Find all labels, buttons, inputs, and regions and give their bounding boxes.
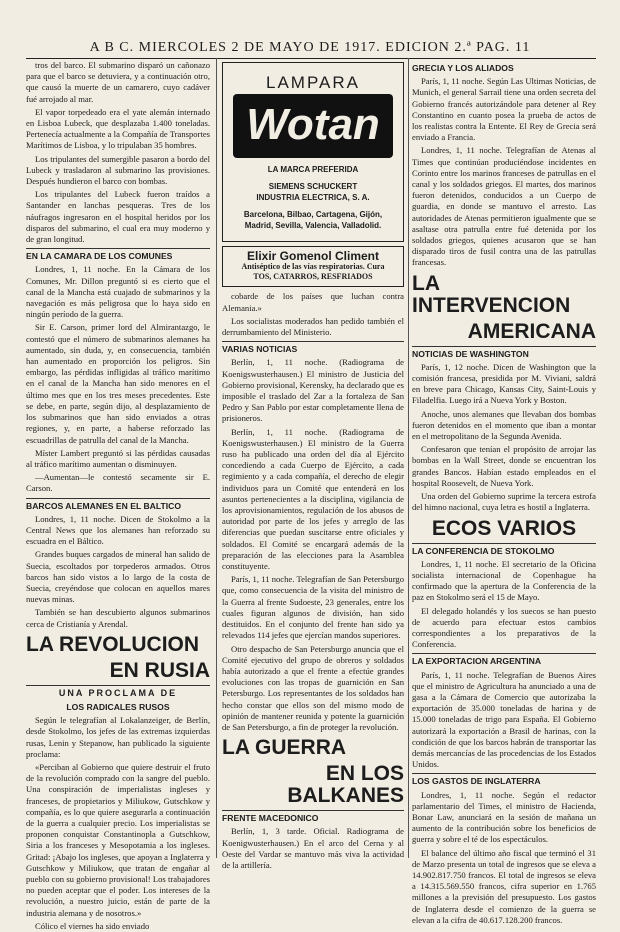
article-paragraph: Míster Lambert preguntó si las pérdidas causadas al tráfico marítimo aumentan o disminuyen. (26, 447, 210, 469)
article-paragraph: El balance del último año fiscal que terminó el 31 de Marzo presenta un total de ingresos que se eleva a 14.902.817.750 francos. El total de ingresos se eleva a 14.315.569.550 francos, cifra superior en 1.765 millones a la previsión del presupuesto. Los gastos de Inglaterra desde el comienzo de la guerra se elevan a la cifra de 40.617.128.200 francos. (412, 847, 596, 925)
column-divider (408, 58, 409, 858)
article-paragraph: Berlín, 1, 11 noche. (Radiograma de Koenigswusterhausen.) El ministro de Justicia del Gobierno provisional, Kerensky, ha declarado que es imposible el traslado del Zar a la fortaleza de San Pedro y San Pablo por estar completamente llena de prisioneros. (222, 357, 404, 424)
major-headline: ECOS VARIOS (431, 516, 577, 540)
article-paragraph: Berlín, 1, 3 tarde. Oficial. Radiograma de Koenigwusterhausen.) En el arco del Cerna y al Oeste del Vardar se mantuvo más viva la actividad de la artillería. (222, 826, 404, 870)
article-paragraph: Anoche, unos alemanes que llevaban dos bombas fueron detenidos en el momento que iban a montar en el metropolitano de la Segunda Avenida. (412, 408, 596, 442)
article-paragraph: Confesaron que tenían el propósito de arrojar las bombas en la Wall Street, donde se encuentran los grandes Bancos. Habían estado empleados en el hospital Roosevelt, de Nueva York. (412, 444, 596, 488)
article-paragraph: Otro despacho de San Petersburgo anuncia que el Comité ejecutivo del grupo de obreros y soldados había autorizado a que el frente a efectúe grandes evoluciones con las tropas de guarnición en San Petersburgo. Los representantes de los soldados han hecho constar que ellos son del mismo modo de opinión de mantener reunida y potente la guarnición de San Petersburgo, a fin de proteger la revolución. (222, 643, 404, 732)
major-headline: AMERICANA (467, 319, 596, 343)
advertisement-wotan (222, 62, 404, 242)
article-paragraph: —Aumentan—le contestó secamente sir E. Carson. (26, 472, 210, 494)
article-paragraph: Berlín, 1, 11 noche. (Radiograma de Koenigswusterhausen.) El ministro de la Guerra ruso ha publicado una orden del día al Ejército concediendo a cada Cuerpo de Ejército, a cada regimiento y a cada compañía, el derecho de elegir individuos para un Comité que entenderá en los asuntos pertenecientes a la disciplina, vigilancia de los aprovisionamientos, regulación de los abusos de autoridad por parte de los jefes y arreglo de las diferencias que puedan suscitarse entre oficiales y soldados. El Comité se encargará además de la preparación de las elecciones para la Asamblea constituyente. (222, 426, 404, 572)
article-paragraph: Los socialistas moderados han pedido también el derrumbamiento del Ministerio. (222, 315, 404, 338)
ad-text: SIEMENS SCHUCKERT (268, 182, 358, 192)
article-paragraph: Una orden del Gobierno suprime la tercera estrofa del himno nacional, cuya letra es hostil a Inglaterra. (412, 491, 596, 513)
major-headline: LA GUERRA (222, 736, 347, 760)
article-paragraph: Grandes buques cargados de mineral han salido de Suecia, escoltados por torpederos armados. Otros barcos han sido vistos a lo largo de la costa de Suecia, creyéndose que colocan en aquellos mares nuevas minas. (26, 549, 210, 605)
section-heading: GRECIA Y LOS ALIADOS (412, 63, 514, 73)
article-paragraph: Cólico el viernes ha sido enviado (35, 920, 150, 931)
ad-text: LA MARCA PREFERIDA (267, 165, 359, 175)
article-paragraph: París, 1, 12 noche. Dicen de Washington que la comisión francesa, presidida por M. Viviani, saldrá en breve para Chicago, Kansas City, Saint-Louis y Filadelfia. Luego irá a Nueva York y Boston. (412, 361, 596, 406)
article-paragraph: Londres, 1, 11 noche. Según el redactor parlamentario del Times, el ministro de Hacienda, Bonar Law, anunciará en la sesión de mañana un aumento de la contribución sobre los beneficios de guerra y sobre el té de los espectáculos. (412, 789, 596, 845)
column-2 (222, 60, 404, 870)
article-paragraph: Los tripulantes del Lubeck fueron traídos a Santander en lanchas pesqueras. Tres de los náufragos ingresaron en el hospital heridos por los disparos del submarino, el cual era muy moderno y de gran longitud. (26, 189, 210, 245)
article-paragraph: Londres, 1, 11 noche. Dicen de Stokolmo a la Central News que los alemanes han reforzado su escuadra en el Báltico. (26, 513, 210, 547)
ad-text: Madrid, Sevilla, Valencia, Valladolid. (244, 221, 382, 231)
article-paragraph: También se han descubierto algunos submarinos cerca de Cristianía y Arendal. (26, 607, 210, 629)
article-paragraph: tros del barco. El submarino disparó un cañonazo para que el barco se detuviera, y a continuación otro, que causó la muerte de un camarero, cuyo cadáver fué arrojado al mar. (26, 60, 210, 104)
section-heading: UNA PROCLAMA DE (26, 685, 210, 699)
ad-text: Antiséptico de las vías respiratorias. Cura (241, 262, 385, 272)
article-paragraph: Londres, 1, 11 noche. En la Cámara de los Comunes, Mr. Dillon preguntó si es cierto que el canal de la Mancha está cuajado de submarinos y la navegación es más peligrosa que lo haya sido en ningún período de la guerra. (26, 264, 210, 320)
advertisement-gomenol (222, 246, 404, 287)
section-heading: VARIAS NOTICIAS (222, 341, 404, 355)
ad-title: Elixir Gomenol Climent (246, 249, 380, 264)
section-heading: LOS GASTOS DE INGLATERRA (412, 773, 596, 787)
column-3 (412, 60, 596, 925)
article-paragraph: «Perciban al Gobierno que quiere destruir el fruto de la revolución comprado con la sangre del pueblo. Una conspiración de imperialistas ingleses y franceses, de propietarios y Miliukow, Gutschkow y compañía, es lo que quiere asegurarla a continuación de la guerra a cualquier precio. Los imperialistas se proponen conquistar Constantinopla a Gutschkow, Siria a los franceses y Mesopotamia a los ingleses. Gritad: ¡Abajo los ingleses, que apoyan a Inglaterra y Gutschkow y Miliukow, que tratan de engañar al pueblo con su gobierno provisional! Los trabajadores no pueden aceptar que el poder. Los intereses de la revolución, a nuestro juicio, están de parte de la industria alemana y de nosotros.» (26, 761, 210, 918)
column-divider (216, 58, 217, 858)
section-heading: LA CONFERENCIA DE STOKOLMO (412, 543, 596, 557)
article-paragraph: Los tripulantes del sumergible pasaron a bordo del Lubeck y trasladaron al submarino las provisiones. Después hundieron el barco con bombas. (26, 153, 210, 187)
ad-text: INDUSTRIA ELECTRICA, S. A. (256, 193, 370, 203)
header-rule (26, 58, 596, 59)
ad-brand-logo: Wotan (233, 94, 393, 158)
article-paragraph: Londres, 1, 11 noche. Telegrafían de Atenas al Times que continúan produciéndose incidentes en Corinto entre los marinos franceses de patrullas en el canal y los soldados griegos. El martes, dos marinos fueron detenidos, conducidos a un Cuerpo de guardia, en donde se mantuvo el arresto. Las autoridades de Atenas permitieron igualmente que se asaltase otra patrulla entre fué detenida por los soldados griegos, quienes acusaron que se han disparado tiros de fusil contra una de las patrullas francesas. (412, 145, 596, 268)
article-paragraph: El vapor torpedeado era el yate alemán internado en Lisboa Lubeck, que desplazaba 1.400 toneladas. Pertenecía actualmente a la Compañía de Transportes Marítimos de Lisboa, y lo tripulaban 35 hombres. (26, 106, 210, 151)
section-heading: LA EXPORTACION ARGENTINA (412, 653, 596, 667)
article-paragraph: París, 1, 11 noche. Telegrafían de Buenos Aires que el ministro de Agricultura ha anunciado a una de gasa a la Cámara de Comercio que autorizaba la exportación de 35.000 toneladas de harina y de 15.000 toneladas de trigo para España. El Gobierno autorizará la exportación a Brasil de harinas, con la condición de que los barcos habrán de transportar las demás mercancías de las procedencias de los Estados Unidos. (412, 669, 596, 770)
major-headline: LA INTERVENCION (412, 271, 571, 317)
major-headline: EN LOS BALKANES (287, 762, 404, 808)
section-heading: FRENTE MACEDONICO (222, 810, 404, 824)
ad-text: Barcelona, Bilbao, Cartagena, Gijón, (243, 210, 383, 220)
article-paragraph: Londres, 1, 11 noche. El secretario de la Oficina socialista internacional de Copenhague ha confirmado que la apertura de la Conferencia de la paz en Stokolmo será el 15 de Mayo. (412, 558, 596, 603)
section-heading: NOTICIAS DE WASHINGTON (412, 346, 596, 360)
article-paragraph: Sir E. Carson, primer lord del Almirantazgo, le contestó que el número de submarinos alemanes ha aumentado, sin duda, y, en consecuencia, también han aumentado en proporción los peligros. Sin embargo, las pérdidas infligidas al tráfico marítimo en el canal de la Mancha han sido menores en el último mes que en los tres meses precedentes. Este se debe, en parte, según dijo, al desplazamiento de los submarinos que han sido enviados a otras regiones, y, en parte, a haberse reforzado las escuadrillas de patrulla del canal de la Mancha. (26, 322, 210, 445)
ad-title: LAMPARA (266, 73, 360, 92)
article-paragraph: cobarde de los países que luchan contra Alemania.» (222, 291, 404, 313)
article-paragraph: Según le telegrafían al Lokalanzeiger, de Berlín, desde Stokolmo, los jefes de las extremas izquierdas rusas, Lenin y Stepanow, han publicado la siguiente proclama: (26, 715, 210, 759)
article-paragraph: París, 1, 11 noche. Telegrafían de San Petersburgo que, como consecuencia de la visita del ministro de la Guerra al frente Sudoeste, 23 generales, entre los cuales figuran algunos de división, han sido destituidos. En el conjunto del frente han sido ya relevados 114 jefes que ejercían mandos superiores. (222, 574, 404, 641)
column-1 (26, 60, 210, 931)
section-heading: LOS RADICALES RUSOS (66, 701, 170, 712)
ad-text: TOS, CATARROS, RESFRIADOS (253, 272, 373, 282)
major-headline: EN RUSIA (109, 658, 210, 682)
section-heading: EN LA CAMARA DE LOS COMUNES (26, 248, 210, 262)
article-paragraph: París, 1, 11 noche. Según Las Ultimas Noticias, de Munich, el general Sarrail tiene una orden secreta del Gobierno francés autorizándole para detener al Rey Constantino en cuanto posea la prueba de actos de los realistas contra la Entente. El Rey de Grecia será enviado a Francia. (412, 76, 596, 143)
page-header: A B C. MIERCOLES 2 DE MAYO DE 1917. EDICION 2.ª PAG. 11 (89, 40, 531, 55)
article-paragraph: El delegado holandés y los suecos se han puesto de acuerdo para efectuar estos cambios correspondientes a los preparativos de la Conferencia. (412, 605, 596, 650)
section-heading: BARCOS ALEMANES EN EL BALTICO (26, 498, 210, 512)
major-headline: LA REVOLUCION (26, 632, 200, 656)
